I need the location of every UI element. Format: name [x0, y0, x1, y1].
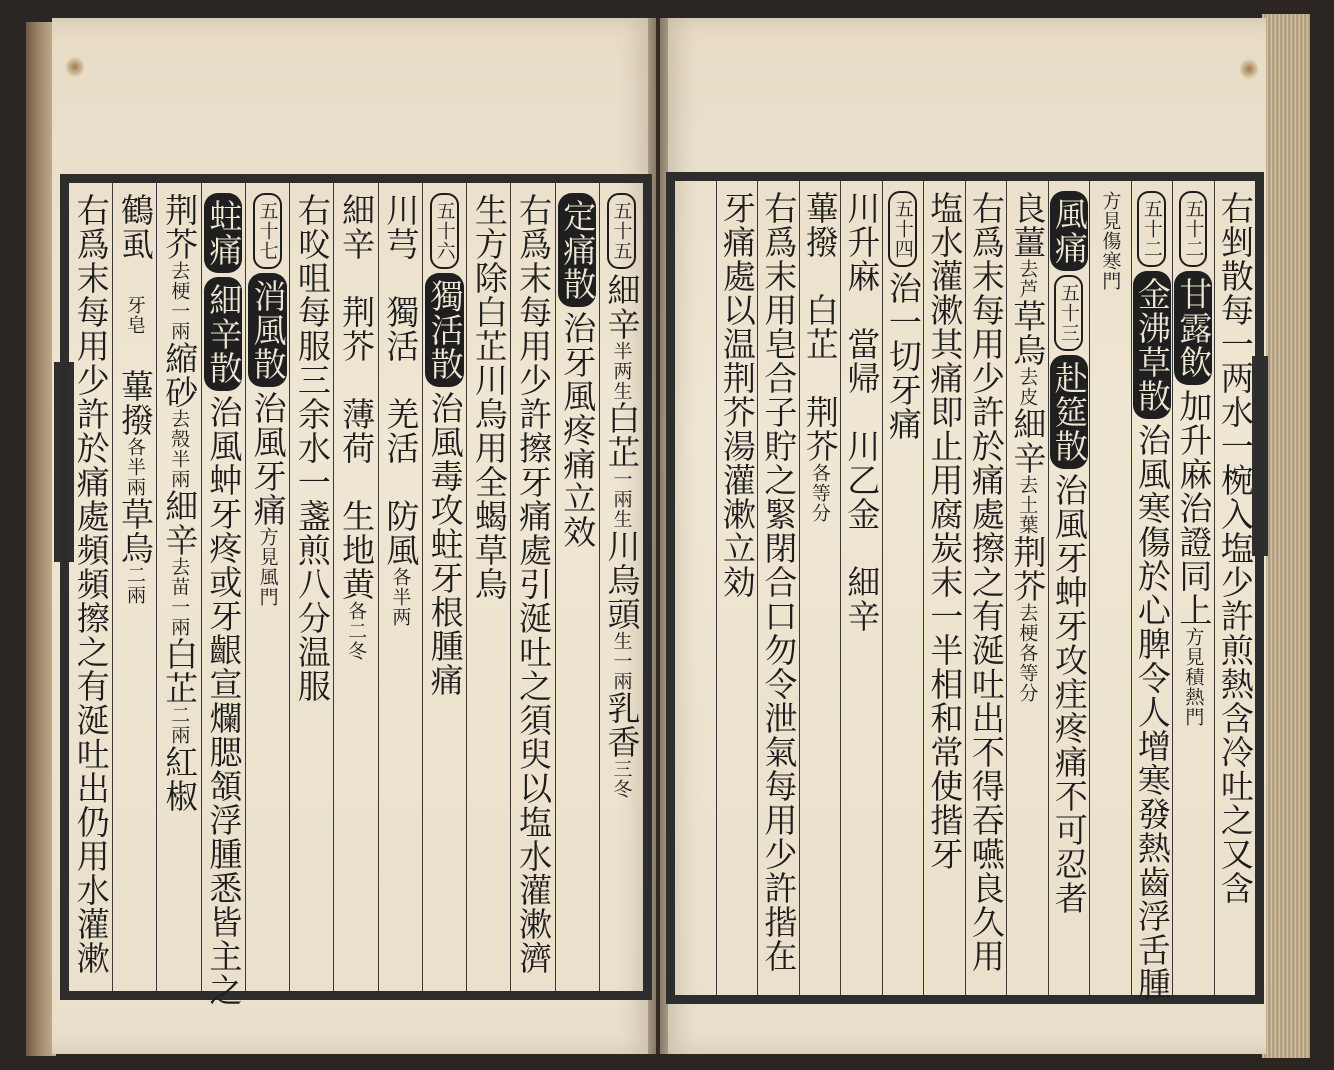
main-text: 右剉散每一两水一椀入塩少許煎熱含冷吐之又含 — [1215, 191, 1255, 905]
annotation-small: 去土葉 — [1016, 475, 1039, 535]
entry-number: 五十三 — [1054, 275, 1083, 351]
text-column — [1048, 181, 1090, 995]
column-text — [71, 193, 111, 991]
column-text — [248, 193, 286, 991]
main-text: 右爲末每用少許於痛處擦之有涎吐出不得吞嚥良久用 — [966, 191, 1006, 973]
main-text: 縮砂 — [160, 341, 200, 409]
column-text — [471, 193, 507, 991]
page-edges-right — [1262, 14, 1310, 1058]
formula-name: 風痛 — [1050, 191, 1088, 271]
entry-number: 五十二 — [1179, 191, 1208, 267]
text-column — [1089, 181, 1131, 995]
annotation-small: 半两生 — [610, 341, 633, 401]
main-text: 細辛 荆芥 薄荷 生地黄 — [337, 193, 377, 601]
main-text: 治一切牙痛 — [883, 271, 923, 441]
column-text — [759, 191, 799, 995]
text-column — [555, 183, 599, 991]
main-text: 荆芥 — [160, 193, 200, 261]
text-column — [201, 183, 245, 1007]
main-text: 川芎 — [381, 193, 421, 261]
text-column — [510, 183, 554, 991]
text-column — [1131, 181, 1173, 1001]
main-text: 川升麻 當帰 川乙金 細辛 — [842, 191, 882, 633]
main-text: 草烏 — [115, 497, 155, 565]
main-text: 加升麻治證同上 — [1174, 389, 1214, 627]
text-column — [965, 181, 1007, 995]
main-text: 右爲末每用少許擦牙痛處引涎吐之須臾以塩水灌漱濟 — [514, 193, 554, 975]
annotation-small: 方見傷寒門 — [1099, 191, 1122, 291]
annotation-small: 二兩 — [123, 565, 146, 605]
main-text: 乳香 — [602, 691, 642, 759]
column-text — [1092, 191, 1128, 995]
entry-number: 五十七 — [253, 193, 282, 269]
main-text: 生方除白芷川烏用全蝎草烏 — [469, 193, 509, 601]
annotation-small: 各二冬 — [345, 601, 368, 661]
column-text — [337, 193, 377, 991]
main-text: 良薑 — [1008, 191, 1048, 259]
main-text: 右爲末每用少許於痛處頻頻擦之有涎吐出仍用水灌漱 — [71, 193, 111, 975]
formula-name: 細辛散 — [204, 277, 242, 391]
entry-number: 五十五 — [607, 193, 636, 269]
main-text: 獨活 羌活 防風 — [381, 261, 421, 567]
annotation-small: 一兩生 — [610, 469, 633, 529]
column-text — [425, 193, 463, 991]
formula-name: 蛀痛 — [204, 193, 242, 273]
text-column — [923, 181, 965, 995]
annotation-small: 各等分 — [808, 463, 831, 523]
text-column — [599, 183, 643, 991]
annotation-small: 生一兩 — [610, 631, 633, 691]
text-column — [882, 181, 924, 995]
annotation-small: 去殼半兩 — [168, 409, 191, 489]
text-column — [1214, 181, 1256, 995]
column-text — [117, 193, 153, 991]
main-text: 荆芥 — [1008, 535, 1048, 603]
annotation-small: 方見積熱門 — [1182, 627, 1205, 727]
column-text — [294, 193, 330, 991]
main-text: 治風牙痛 — [248, 391, 288, 527]
main-text: 川烏頭 — [602, 529, 642, 631]
main-text: 治牙風疼痛立效 — [558, 311, 598, 549]
text-column — [799, 181, 841, 995]
text-column — [69, 183, 112, 991]
column-text — [514, 193, 554, 991]
formula-name: 定痛散 — [558, 193, 596, 307]
column-text — [885, 191, 921, 995]
text-column — [675, 181, 716, 995]
annotation-small: 牙皂 — [123, 295, 146, 335]
text-column — [840, 181, 882, 995]
text-column — [1006, 181, 1048, 995]
text-column — [757, 181, 799, 995]
main-text: 鶴虱 — [115, 193, 155, 295]
main-text: 白芷 — [602, 401, 642, 469]
text-column — [245, 183, 289, 991]
text-column — [289, 183, 333, 991]
annotation-small: 去梗一兩 — [168, 261, 191, 341]
column-text — [719, 191, 755, 995]
formula-name: 消風散 — [248, 273, 286, 387]
entry-number: 五十四 — [888, 191, 917, 267]
column-text — [842, 191, 882, 995]
entry-number: 五十二 — [1137, 191, 1166, 267]
main-text: 右爲末用皂合子貯之緊閉合口勿令泄氣每用少許揩在 — [759, 191, 799, 973]
column-text — [925, 191, 965, 995]
main-text: 細辛 — [602, 273, 642, 341]
column-text — [968, 191, 1004, 995]
main-text: 蓽撥 白芷 荆芥 — [800, 191, 840, 463]
main-text: 草烏 — [1008, 299, 1048, 367]
annotation-small: 去皮 — [1016, 367, 1039, 407]
main-text: 治風牙蚛牙攻疰疼痛不可忍者 — [1049, 473, 1089, 915]
column-text — [381, 193, 421, 991]
entry-number: 五十六 — [430, 193, 459, 269]
main-text: 白芷 — [160, 637, 200, 705]
column-text — [558, 193, 596, 991]
main-text: 細辛 — [160, 489, 200, 557]
column-text — [1174, 191, 1212, 995]
binding-hole-stain — [66, 56, 84, 78]
text-column — [333, 183, 377, 991]
column-text — [1008, 191, 1048, 995]
annotation-small: 三冬 — [610, 759, 633, 799]
main-text: 塩水灌漱其痛即止用腐炭末一半相和常使揩牙 — [925, 191, 965, 871]
main-text: 牙痛處以温荆芥湯灌漱立効 — [717, 191, 757, 599]
text-column — [112, 183, 156, 991]
main-text: 紅椒 — [160, 745, 200, 813]
main-text: 蓽撥 — [115, 335, 155, 437]
column-text — [204, 193, 244, 1007]
binding-hole-stain — [1240, 58, 1258, 80]
left-columns — [69, 183, 643, 1007]
formula-name: 金沸草散 — [1133, 271, 1171, 419]
column-text — [1132, 191, 1172, 1001]
annotation-small: 去芦 — [1016, 259, 1039, 299]
formula-name: 獨活散 — [425, 273, 463, 387]
annotation-small: 去梗各等分 — [1016, 603, 1039, 703]
formula-name: 赴筵散 — [1050, 355, 1088, 469]
column-text — [1217, 191, 1253, 995]
column-text — [802, 191, 838, 995]
text-column — [466, 183, 510, 991]
main-text: 細辛 — [1008, 407, 1048, 475]
text-column — [156, 183, 200, 991]
main-text: 治風寒傷於心脾令人增寒發熱齒浮舌腫 — [1132, 423, 1172, 1001]
text-column — [716, 181, 758, 995]
text-column — [1172, 181, 1214, 995]
column-text — [160, 193, 200, 991]
left-text-frame — [60, 174, 652, 1007]
annotation-small: 各半两 — [389, 567, 412, 627]
text-column — [378, 183, 422, 991]
annotation-small: 二兩 — [168, 705, 191, 745]
right-columns — [675, 181, 1255, 1001]
text-column — [422, 183, 466, 991]
column-text — [1050, 191, 1088, 995]
formula-name: 甘露飲 — [1174, 271, 1212, 385]
annotation-small: 各半兩 — [123, 437, 146, 497]
annotation-small: 方見風門 — [256, 527, 279, 607]
main-text: 治風毒攻蛀牙根腫痛 — [425, 391, 465, 697]
column-text — [602, 193, 642, 991]
main-text: 治風蚛牙疼或牙齦宣爛腮頷浮腫悉皆主之 — [204, 395, 244, 1007]
annotation-small: 去苗一兩 — [168, 557, 191, 637]
main-text: 右㕮咀每服三余水一盞煎八分温服 — [292, 193, 332, 703]
right-text-frame — [666, 172, 1264, 1004]
